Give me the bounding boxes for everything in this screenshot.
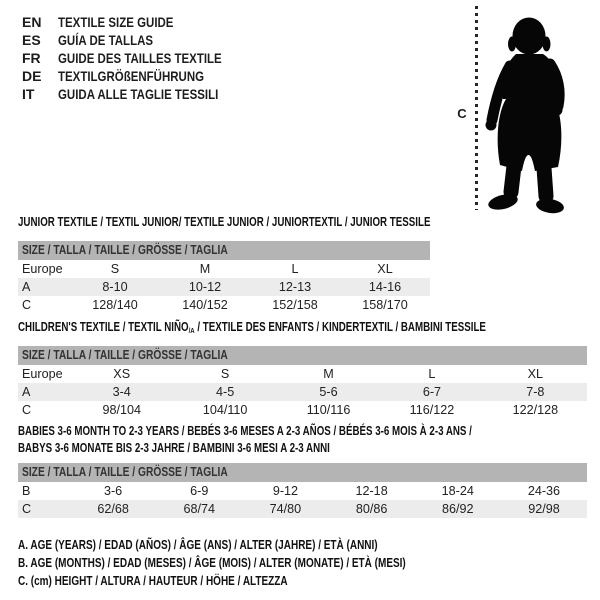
language-row [22, 31, 258, 49]
size-cell: XL [527, 367, 544, 381]
row-label: B [22, 484, 31, 498]
language-title: GUÍA DE TALLAS [58, 32, 154, 48]
size-cell: 128/140 [92, 298, 138, 312]
height-figure [452, 4, 594, 216]
language-title: GUIDE DES TAILLES TEXTILE [58, 50, 222, 66]
row-label: C [22, 502, 32, 516]
size-cell: S [220, 367, 230, 381]
size-cell: 110/116 [306, 403, 351, 417]
size-cell: 152/158 [272, 298, 318, 312]
language-code: DE [22, 68, 42, 84]
size-cell: 92/98 [528, 502, 560, 516]
size-cell: XS [113, 367, 131, 381]
row-label: A [22, 385, 31, 399]
language-row [22, 13, 258, 31]
language-row [22, 85, 258, 103]
size-cell: 62/68 [97, 502, 129, 516]
size-cell: 10-12 [188, 280, 222, 294]
table-row [18, 401, 587, 419]
size-table [18, 346, 587, 419]
language-code: IT [22, 86, 35, 102]
legend-note [18, 536, 503, 554]
legend-note [18, 554, 503, 572]
children-table-section [18, 319, 587, 419]
legend-note-text: B. AGE (MONTHS) / EDAD (MESES) / ÂGE (MOIS) / ALTER (MONATE) / ETÀ (MESI) [18, 556, 406, 570]
row-label: A [22, 280, 31, 294]
size-cell: 3-4 [112, 385, 131, 399]
size-cell: 18-24 [441, 484, 474, 498]
table-title: JUNIOR TEXTILE / TEXTIL JUNIOR/ TEXTILE JUNIOR / JUNIORTEXTIL / JUNIOR TESSILE [18, 215, 431, 229]
legend-note [18, 572, 503, 590]
row-label: Europe [22, 367, 63, 381]
table-row [18, 260, 430, 278]
height-dotted-line [475, 6, 478, 210]
size-header-bar: SIZE / TALLA / TAILLE / GRÖSSE / TAGLIA [18, 463, 587, 482]
toddler-silhouette [483, 6, 578, 214]
size-cell: 12-13 [278, 280, 312, 294]
size-cell: M [323, 367, 334, 381]
row-label: C [22, 298, 32, 312]
language-code: ES [22, 32, 41, 48]
table-row [18, 500, 587, 518]
size-cell: 122/128 [512, 403, 559, 417]
size-cell: 9-12 [272, 484, 299, 498]
size-header-bar: SIZE / TALLA / TAILLE / GRÖSSE / TAGLIA [18, 241, 430, 260]
size-cell: 74/80 [269, 502, 302, 516]
size-cell: 7-8 [526, 385, 545, 399]
row-label: Europe [22, 262, 63, 276]
legend-note-text: A. AGE (YEARS) / EDAD (AÑOS) / ÂGE (ANS) / ALTER (JAHRE) / ETÀ (ANNI) [18, 538, 378, 552]
table-row [18, 278, 430, 296]
size-cell: 5-6 [319, 385, 338, 399]
size-cell: M [199, 262, 211, 276]
size-cell: 104/110 [202, 403, 248, 417]
language-title: TEXTILGRÖßENFÜHRUNG [58, 68, 205, 84]
size-cell: 80/86 [355, 502, 388, 516]
legend-note-text: C. (cm) HEIGHT / ALTURA / HAUTEUR / HÖHE / ALTEZZA [18, 574, 288, 588]
size-cell: 6-7 [422, 385, 442, 399]
row-label: C [22, 403, 32, 417]
size-cell: 3-6 [103, 484, 123, 498]
size-cell: L [291, 262, 299, 276]
size-cell: 98/104 [102, 403, 141, 417]
babies-table-section [18, 423, 587, 518]
language-title: TEXTILE SIZE GUIDE [58, 14, 174, 30]
height-measure-label: C [457, 106, 467, 121]
table-title: BABIES 3-6 MONTH TO 2-3 YEARS / BEBÉS 3-6 MESES A 2-3 AÑOS / BÉBÉS 3-6 MOIS À 2-3 ANS / BABYS 3-6 MONATE BIS 2-3 JAHRE / BAMBINI 3-6 MESI A 2-3 ANNI [18, 424, 472, 455]
size-cell: XL [377, 262, 393, 276]
size-cell: 140/152 [182, 298, 228, 312]
table-row [18, 296, 430, 314]
table-row [18, 365, 587, 383]
size-cell: 68/74 [183, 502, 216, 516]
language-row [22, 67, 258, 85]
legend-notes [18, 536, 503, 590]
language-title: GUIDA ALLE TAGLIE TESSILI [58, 86, 219, 102]
language-title-list [22, 13, 258, 103]
size-cell: 8-10 [102, 280, 128, 294]
size-cell: 4-5 [216, 385, 235, 399]
language-row [22, 49, 258, 67]
size-cell: 12-18 [355, 484, 388, 498]
size-cell: S [110, 262, 120, 276]
size-cell: 116/122 [409, 403, 455, 417]
language-code: FR [22, 50, 41, 66]
size-table [18, 463, 587, 518]
size-cell: L [428, 367, 436, 381]
table-row [18, 482, 587, 500]
language-code: EN [22, 14, 42, 30]
size-cell: 14-16 [368, 280, 402, 294]
size-table [18, 241, 430, 314]
size-cell: 86/92 [442, 502, 474, 516]
table-title: CHILDREN'S TEXTILE / TEXTIL NIÑO/A / TEXTILE DES ENFANTS / KINDERTEXTIL / BAMBINI TESSILE [18, 320, 486, 335]
size-cell: 158/170 [362, 298, 408, 312]
table-row [18, 383, 587, 401]
size-header-bar: SIZE / TALLA / TAILLE / GRÖSSE / TAGLIA [18, 346, 587, 365]
size-cell: 6-9 [190, 484, 209, 498]
junior-table-section [18, 214, 430, 314]
size-cell: 24-36 [527, 484, 561, 498]
